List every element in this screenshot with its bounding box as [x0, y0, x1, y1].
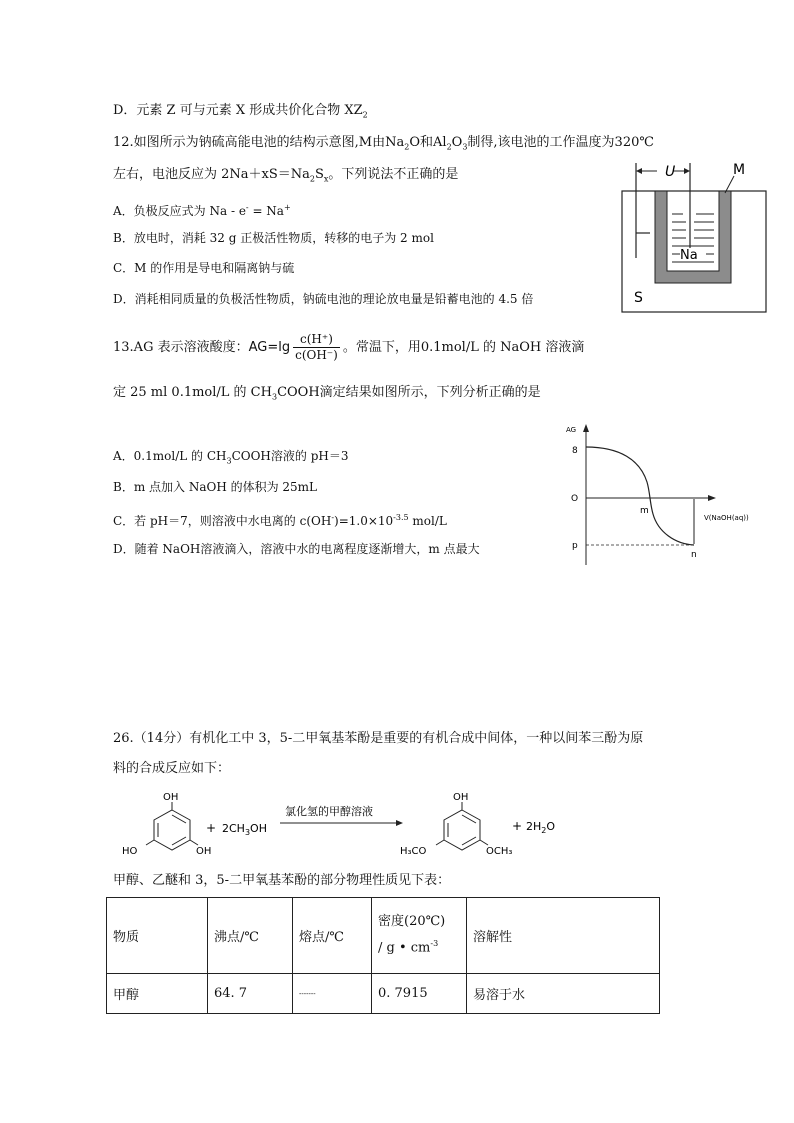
cell-solubility: 易溶于水	[467, 974, 660, 1014]
y-tick-0: O	[571, 494, 579, 504]
q13-option-c: C．若 pH＝7，则溶液中水电离的 $c(OH^-)=1.0\times 10^{-3.5}$ mol/L	[113, 513, 447, 528]
q26-stem-line1: 26.（14分）有机化工中 3，5-二甲氧基苯酚是重要的有机合成中间体，一种以间苯三酚为原	[113, 731, 644, 746]
label-na: Na	[680, 248, 698, 263]
product-methoxy-left: H₃CO	[400, 846, 427, 857]
titration-curve	[586, 447, 694, 545]
q11-option-d: D．元素 Z 可与元素 X 形成共价化合物 $XZ_2$	[113, 103, 368, 120]
header-density: 密度(20℃) / g • $cm^{-3}$	[372, 898, 467, 974]
label-s: S	[634, 290, 643, 306]
q12-option-d: D．消耗相同质量的负极活性物质，钠硫电池的理论放电量是铅蓄电池的 4.5 倍	[113, 292, 534, 306]
header-solubility: 溶解性	[467, 898, 660, 974]
battery-diagram	[620, 158, 770, 316]
header-boiling-point: 沸点/℃	[208, 898, 293, 974]
cell-boiling-point: 64. 7	[208, 974, 293, 1014]
reactant-oh-left: HO	[122, 846, 138, 857]
header-substance: 物质	[107, 898, 208, 974]
cell-melting-point: -------	[293, 974, 372, 1014]
phloroglucinol-structure	[146, 802, 198, 850]
table-header-row	[107, 898, 660, 974]
reaction-condition: 氯化氢的甲醇溶液	[285, 805, 373, 818]
y-tick-8: 8	[572, 446, 578, 456]
reactant-oh-right: OH	[196, 846, 212, 857]
q13-option-a: A．0.1mol/L 的 $CH_3COOH$溶液的 pH＝3	[113, 449, 349, 466]
label-m: M	[733, 162, 746, 178]
dimethoxyphenol-structure	[436, 802, 488, 850]
water-byproduct: $2H_2O$	[526, 820, 556, 835]
titration-chart	[560, 420, 765, 570]
q12-stem-line2: 左右，电池反应为 $2Na+xS=Na_2S_x$。下列说法不正确的是	[113, 167, 459, 184]
q12-option-b: B．放电时，消耗 32 g 正极活性物质，转移的电子为 2 mol	[113, 231, 434, 245]
q13-option-d: D．随着 NaOH溶液滴入，溶液中水的电离程度逐渐增大，m 点最大	[113, 542, 480, 556]
table-row	[107, 974, 660, 1014]
q12-option-a: A．负极反应式为 Na - e- = Na+	[113, 203, 291, 218]
q26-table-intro: 甲醇、乙醚和 3，5-二甲氧基苯酚的部分物理性质见下表：	[113, 873, 451, 888]
q13-stem-line2: 定 25 ml 0.1mol/L 的 $CH_3COOH$滴定结果如图所示，下列分析正确的是	[113, 385, 541, 402]
cell-substance: 甲醇	[107, 974, 208, 1014]
q12-option-c: C．M 的作用是导电和隔离钠与硫	[113, 261, 295, 275]
plus-sign-2: +	[512, 819, 523, 833]
y-axis-label: AG	[566, 426, 577, 434]
point-n-label: n	[691, 550, 697, 560]
q12-stem-line1: 12.如图所示为钠硫高能电池的结构示意图,M由$Na_2O$和$Al_2O_3$制得,该电池的工作温度为320℃	[113, 135, 654, 152]
q13-option-b: B．m 点加入 NaOH 的体积为 25mL	[113, 480, 318, 494]
plus-sign-1: +	[206, 821, 217, 835]
q26-stem-line2: 料的合成反应如下：	[113, 761, 231, 776]
x-axis-label: V(NaOH(aq))	[704, 514, 749, 522]
reaction-scheme	[110, 788, 610, 866]
point-m-label: m	[640, 506, 649, 516]
q13-stem-line1: 13.AG 表示溶液酸度：AG=lg $\frac{c(H^+)}{c(OH^-)}$ 。常温下，用0.1mol/L 的 NaOH 溶液滴	[113, 332, 585, 362]
product-methoxy-right: OCH₃	[486, 846, 513, 857]
label-u: U	[665, 164, 676, 180]
cell-density: 0. 7915	[372, 974, 467, 1014]
product-oh-top: OH	[453, 792, 469, 803]
properties-table	[106, 897, 660, 1014]
header-melting-point: 熔点/℃	[293, 898, 372, 974]
reactant-oh-top: OH	[163, 792, 179, 803]
acidity-fraction: $\frac{c(H^+)}{c(OH^-)}$	[295, 332, 338, 362]
methanol-reagent: $2CH_3OH$	[222, 822, 267, 837]
y-tick-p: p	[572, 541, 578, 551]
